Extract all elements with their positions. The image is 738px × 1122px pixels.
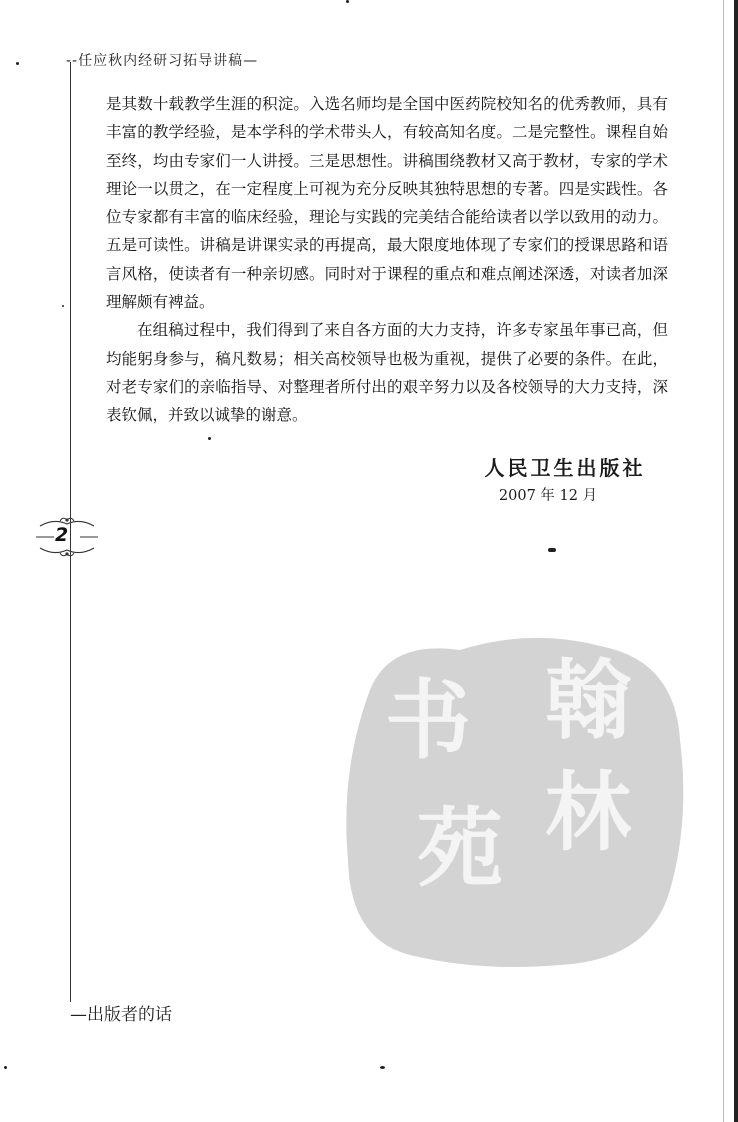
page-edge-shadow — [723, 0, 724, 1122]
section-footer-label: —出版者的话 — [70, 1005, 172, 1025]
scan-speck — [4, 1066, 7, 1069]
seal-char: 书 — [385, 670, 471, 771]
paragraph-2: 在组稿过程中，我们得到了来自各方面的大力支持，许多专家虽年事已高，但均能躬身参与，稿凡数易；相关高校领导也极为重视，提供了必要的条件。在此，对老专家们的亲临指导、对整理者所付出的艰辛努力以及各校领导的大力支持，深表钦佩，并致以诚挚的谢意。 — [106, 321, 668, 425]
scan-speck — [16, 62, 19, 65]
page-edge — [734, 0, 738, 1122]
page-number: 2 — [55, 524, 69, 546]
scan-speck — [208, 437, 211, 440]
seal-char: 林 — [545, 762, 631, 863]
running-title: --任应秋内经研习拓导讲稿— — [66, 53, 259, 69]
scan-speck — [62, 305, 64, 307]
scan-speck — [548, 548, 556, 552]
seal-watermark — [330, 620, 690, 980]
publisher-signature: 人民卫生出版社 — [484, 456, 646, 480]
seal-char: 苑 — [417, 798, 503, 899]
body-text — [106, 90, 668, 430]
scan-speck — [380, 1066, 385, 1069]
signature-date: 2007 年 12 月 — [498, 488, 598, 504]
paragraph-1: 是其数十载教学生涯的积淀。入选名师均是全国中医药院校知名的优秀教师，具有丰富的教学经验，是本学科的学术带头人，有较高知名度。二是完整性。课程自始至终，均由专家们一人讲授。三是思想性。讲稿围绕教材又高于教材，专家的学术理论一以贯之，在一定程度上可视为充分反映其独特思想的专著。四是实践性。各位专家都有丰富的临床经验，理论与实践的完美结合能给读者以学以致用的动力。五是可读性。讲稿是讲课实录的再提高，最大限度地体现了专家们的授课思路和语言风格，使读者有一种亲切感。同时对于课程的重点和难点阐述深透，对读者加深理解颇有裨益。 — [106, 95, 668, 312]
scan-speck — [346, 0, 349, 3]
seal-char: 翰 — [545, 650, 631, 751]
